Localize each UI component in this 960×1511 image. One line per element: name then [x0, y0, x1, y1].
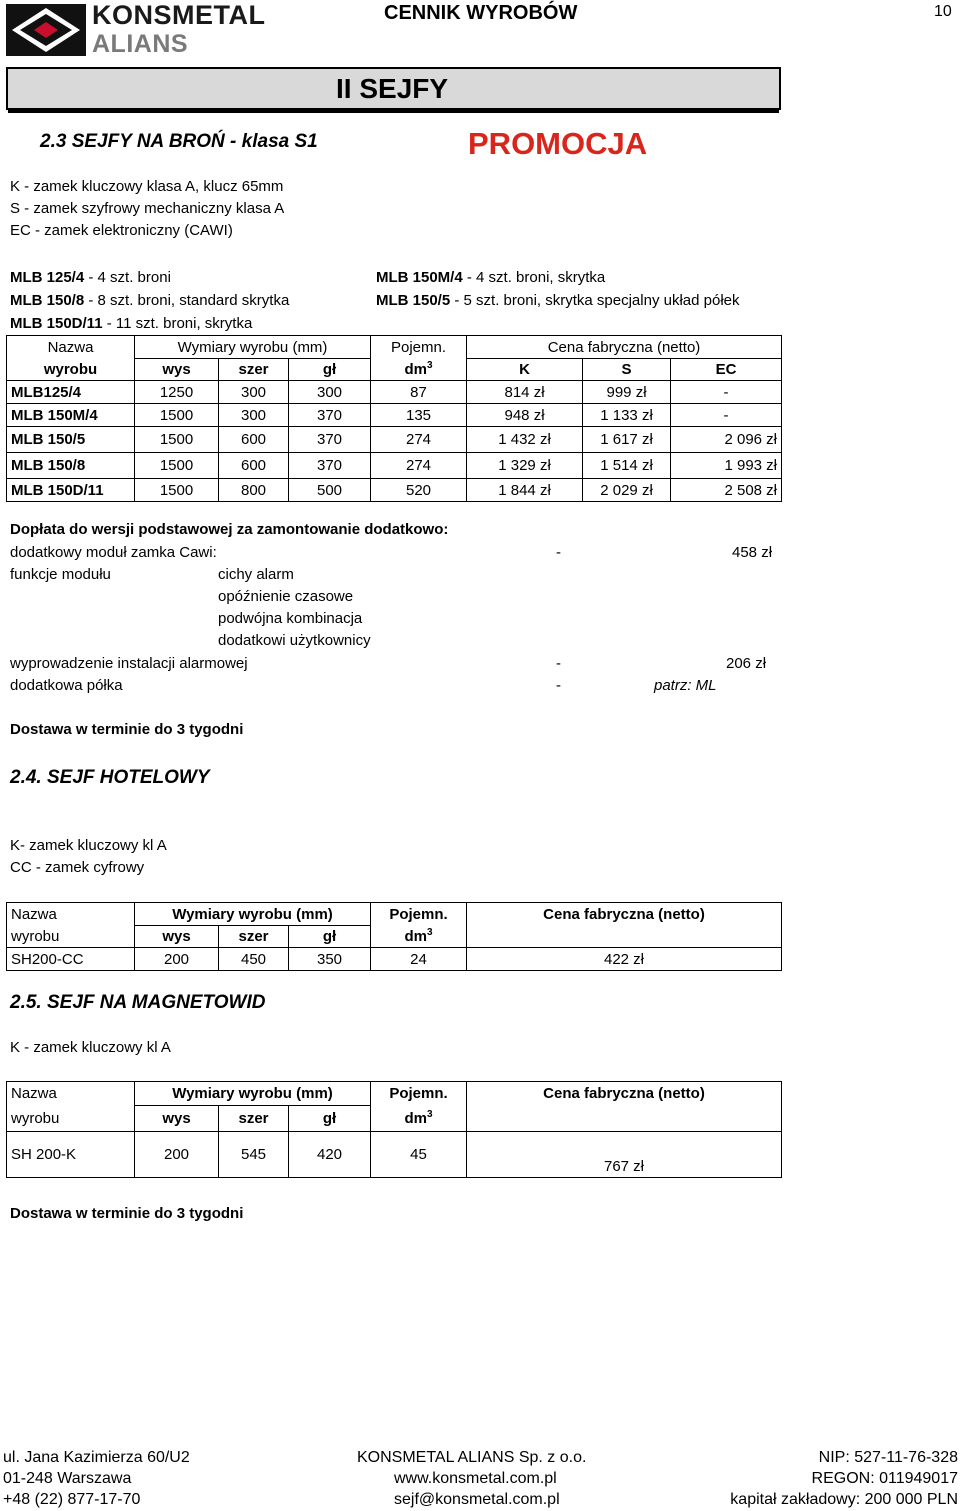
shelf-dash: -: [556, 677, 561, 694]
cell-name: MLB 150M/4: [7, 404, 135, 427]
cawi-label: dodatkowy moduł zamka Cawi:: [10, 544, 217, 561]
cell-gl: 500: [289, 479, 371, 502]
footer-phone: +48 (22) 877-17-70: [3, 1491, 141, 1508]
table-row: [7, 948, 782, 971]
header-nazwa: Nazwa: [7, 1082, 135, 1106]
cell-price-k: 1 329 zł: [467, 453, 583, 479]
funkcja-item: cichy alarm: [218, 566, 294, 583]
model-desc: MLB 125/4 - 4 szt. broni: [10, 269, 171, 286]
cell-name: SH200-CC: [7, 948, 135, 971]
footer-address: ul. Jana Kazimierza 60/U2: [3, 1449, 190, 1466]
header-szer: szer: [219, 926, 289, 948]
header-pojemn: Pojemn.: [371, 903, 467, 926]
header-gl: gł: [289, 1106, 371, 1132]
cell-gl: 370: [289, 453, 371, 479]
cell-price-ec: 2 096 zł: [671, 427, 782, 453]
header-pojemn: Pojemn.: [371, 336, 467, 359]
konsmetal-logo-icon: [4, 2, 88, 58]
cawi-price: 458 zł: [732, 544, 773, 561]
header-dm: $dm^3$: [371, 926, 467, 948]
cell-price-s: 1 617 zł: [583, 427, 671, 453]
footer-email[interactable]: sejf@konsmetal.com.pl: [394, 1491, 560, 1508]
cell-price-k: 948 zł: [467, 404, 583, 427]
footer-company: KONSMETAL ALIANS Sp. z o.o.: [357, 1449, 587, 1466]
header-wyrobu: wyrobu: [7, 1106, 135, 1132]
header-szer: szer: [219, 1106, 289, 1132]
alarm-price: 206 zł: [726, 655, 767, 672]
cell-szer: 800: [219, 479, 289, 502]
cell-pojemn: 274: [371, 453, 467, 479]
delivery-note: Dostawa w terminie do 3 tygodni: [10, 721, 244, 738]
header-cena: Cena fabryczna (netto): [467, 1082, 782, 1106]
header-wyrobu: wyrobu: [7, 359, 135, 381]
table-row: [7, 453, 782, 479]
subsection-title: 2.3 SEJFY NA BROŃ - klasa S1: [40, 131, 318, 152]
page-number: 10: [934, 3, 952, 20]
brand-subname: ALIANS: [92, 30, 189, 58]
model-desc: MLB 150/8 - 8 szt. broni, standard skrytka: [10, 292, 290, 309]
promo-label: PROMOCJA: [468, 126, 648, 161]
cell-name: MLB125/4: [7, 381, 135, 404]
delivery-note: Dostawa w terminie do 3 tygodni: [10, 1205, 244, 1222]
cell-name: SH 200-K: [7, 1132, 135, 1178]
footer-website[interactable]: www.konsmetal.com.pl: [394, 1470, 557, 1487]
extras-title: Dopłata do wersji podstawowej za zamontowanie dodatkowo:: [10, 521, 449, 538]
cawi-dash: -: [556, 544, 561, 561]
footer-regon: REGON: 011949017: [811, 1470, 958, 1487]
header-gl: gł: [289, 926, 371, 948]
table-row: [7, 404, 782, 427]
cell-wys: 1500: [135, 479, 219, 502]
cell-pojemn: 135: [371, 404, 467, 427]
cell-szer: 545: [219, 1132, 289, 1178]
cell-pojemn: 45: [371, 1132, 467, 1178]
header-k: K: [467, 359, 583, 381]
shelf-label: dodatkowa półka: [10, 677, 123, 694]
cell-szer: 300: [219, 404, 289, 427]
footer-nip: NIP: 527-11-76-328: [818, 1449, 958, 1466]
cell-name: MLB 150/5: [7, 427, 135, 453]
hotel-price-table: [6, 902, 782, 971]
header-nazwa: Nazwa: [7, 903, 135, 926]
header-wyrobu: wyrobu: [7, 926, 135, 948]
cell-price-ec: -: [671, 381, 782, 404]
cell-pojemn: 24: [371, 948, 467, 971]
cell-wys: 1500: [135, 453, 219, 479]
cell-szer: 450: [219, 948, 289, 971]
model-desc: MLB 150M/4 - 4 szt. broni, skrytka: [376, 269, 606, 286]
cell-price-k: 1 844 zł: [467, 479, 583, 502]
alarm-label: wyprowadzenie instalacji alarmowej: [10, 655, 248, 672]
cell-wys: 1250: [135, 381, 219, 404]
cell-wys: 1500: [135, 427, 219, 453]
cell-price-s: 1 514 zł: [583, 453, 671, 479]
table-row: [7, 479, 782, 502]
hotel-lock-cc: CC - zamek cyfrowy: [10, 859, 145, 876]
cell-szer: 600: [219, 453, 289, 479]
header-ec: EC: [671, 359, 782, 381]
cell-wys: 200: [135, 1132, 219, 1178]
header-gl: gł: [289, 359, 371, 381]
cell-szer: 600: [219, 427, 289, 453]
magnet-lock-k: K - zamek kluczowy kl A: [10, 1039, 171, 1056]
magnet-title: 2.5. SEJF NA MAGNETOWID: [10, 992, 266, 1013]
header-cena: Cena fabryczna (netto): [467, 903, 782, 926]
model-desc: MLB 150D/11 - 11 szt. broni, skrytka: [10, 315, 253, 332]
header-s: S: [583, 359, 671, 381]
cell-pojemn: 274: [371, 427, 467, 453]
funkcja-item: dodatkowi użytkownicy: [218, 632, 371, 649]
lock-type-k: K - zamek kluczowy klasa A, klucz 65mm: [10, 178, 284, 195]
cell-gl: 350: [289, 948, 371, 971]
header-wymiary: Wymiary wyrobu (mm): [135, 1082, 371, 1106]
cell-price-ec: 1 993 zł: [671, 453, 782, 479]
cell-price: 422 zł: [467, 948, 782, 971]
cell-gl: 370: [289, 427, 371, 453]
header-wymiary: Wymiary wyrobu (mm): [135, 336, 371, 359]
funkcja-item: podwójna kombinacja: [218, 610, 363, 627]
cell-price-ec: -: [671, 404, 782, 427]
cell-price-k: 1 432 zł: [467, 427, 583, 453]
cell-price-k: 814 zł: [467, 381, 583, 404]
cell-wys: 200: [135, 948, 219, 971]
cell-price-s: 999 zł: [583, 381, 671, 404]
hotel-title: 2.4. SEJF HOTELOWY: [10, 767, 210, 788]
table-row: [7, 427, 782, 453]
section-title: II SEJFY: [336, 73, 449, 104]
cell-price-s: 1 133 zł: [583, 404, 671, 427]
table-row: [7, 1132, 782, 1178]
cell-szer: 300: [219, 381, 289, 404]
cell-pojemn: 87: [371, 381, 467, 404]
cell-price: 767 zł: [467, 1132, 782, 1178]
brand-name: KONSMETAL: [92, 0, 266, 30]
cell-price-s: 2 029 zł: [583, 479, 671, 502]
document-title: CENNIK WYROBÓW: [384, 2, 578, 24]
header-wys: wys: [135, 359, 219, 381]
safe-price-table: [6, 335, 782, 502]
header-dm: $dm^3$: [371, 359, 467, 381]
header-empty: [467, 926, 782, 948]
cell-price-ec: 2 508 zł: [671, 479, 782, 502]
header-pojemn: Pojemn.: [371, 1082, 467, 1106]
shelf-price: patrz: ML: [654, 677, 717, 694]
header-wymiary: Wymiary wyrobu (mm): [135, 903, 371, 926]
footer-city: 01-248 Warszawa: [3, 1470, 132, 1487]
cell-name: MLB 150D/11: [7, 479, 135, 502]
cell-gl: 300: [289, 381, 371, 404]
model-desc: MLB 150/5 - 5 szt. broni, skrytka specjalny układ półek: [376, 292, 740, 309]
cell-gl: 420: [289, 1132, 371, 1178]
funkcje-label: funkcje modułu: [10, 566, 111, 583]
header-empty: [467, 1106, 782, 1132]
hotel-lock-k: K- zamek kluczowy kl A: [10, 837, 167, 854]
magnet-price-table: [6, 1081, 782, 1178]
cell-wys: 1500: [135, 404, 219, 427]
table-row: [7, 381, 782, 404]
header-nazwa: Nazwa: [7, 336, 135, 359]
footer-capital: kapitał zakładowy: 200 000 PLN: [730, 1491, 958, 1508]
funkcja-item: opóźnienie czasowe: [218, 588, 354, 605]
header-wys: wys: [135, 1106, 219, 1132]
header-cena: Cena fabryczna (netto): [467, 336, 782, 359]
header-szer: szer: [219, 359, 289, 381]
lock-type-s: S - zamek szyfrowy mechaniczny klasa A: [10, 200, 285, 217]
cell-pojemn: 520: [371, 479, 467, 502]
cell-name: MLB 150/8: [7, 453, 135, 479]
header-dm: $dm^3$: [371, 1106, 467, 1132]
cell-gl: 370: [289, 404, 371, 427]
alarm-dash: -: [556, 655, 561, 672]
lock-type-ec: EC - zamek elektroniczny (CAWI): [10, 222, 233, 239]
header-wys: wys: [135, 926, 219, 948]
